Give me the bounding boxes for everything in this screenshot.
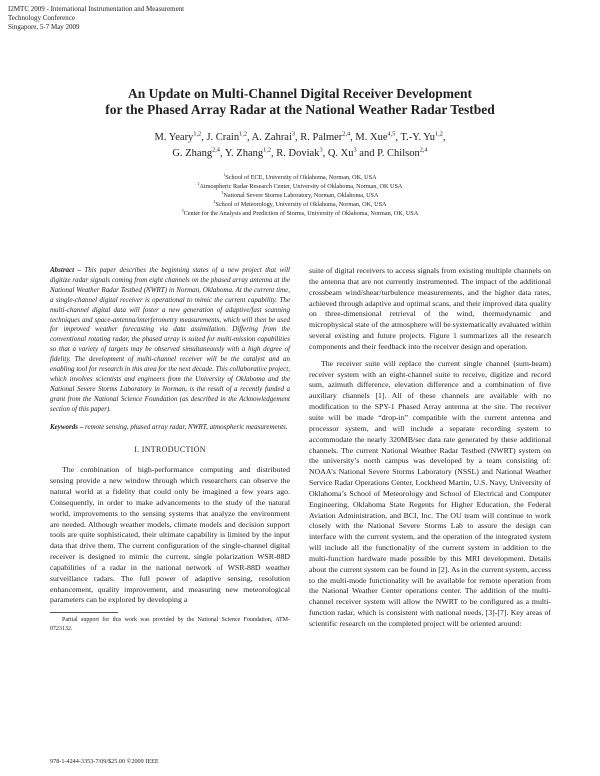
abstract-label: Abstract – [50,266,81,274]
abstract [50,266,290,415]
affiliation-text: Center for the Analysis and Prediction of Storms, University of Oklahoma, Norman, OK, USA [183,210,419,217]
author-affiliation: 1,2 [239,130,247,138]
author-affiliation: 1,2 [193,130,202,138]
author-affiliation: 3 [319,146,323,154]
author-name: M. Xue [355,132,388,143]
footnote-divider [50,612,118,613]
section-heading-introduction: I. INTRODUCTION [134,444,206,454]
keywords-text: remote sensing, phased array radar, NWRT, atmospheric measurements. [85,422,288,431]
affiliation-item [60,209,540,218]
affiliation-text: Atmospheric Radar Research Center, University of Oklahoma, Norman, OK USA [199,183,403,190]
abstract-text: This paper describes the beginning states of a new project that will digitize radar signals coming from eight channels on the phased array antenna at the National Weather Radar Testbed (NWRT) in Norman, Oklahoma. At the current time, a single-channel digital receiver is operational to mimic the current capability. The multi-channel digital data will foster a new generation of adaptive/fast scanning techniques and space-antenna/interferometry measurements, which will then be used for improved weather forecasting via data assimilation. Differing from the conventional rotating radar, the phased array is suited for multi-mission capabilities so that a variety of targets may be observed simultaneously with a high degree of fidelity. The development of multi-channel receiver will be the catalyst and an enabling tool for research in this area for the next decade. This collaborative project, which involves scientists and engineers from the University of Oklahoma and the National Severe Storms Laboratory in Norman, is the result of a recently funded a grant from the National Science Foundation (as described in the Acknowledgement section of this paper). [50,266,290,413]
affiliation-number: 5 [181,208,184,213]
affiliation-number: 2 [197,181,200,186]
affiliation-item [60,200,540,209]
author-affiliation: 4,5 [387,130,396,138]
author-list: M. Yeary$^{1,2}$, J. Crain$^{1,2}$, A. Zahrai$^3$, R. Palmer$^{2,4}$, M. Xue$^{4,5}$, T.-Y. Yu$^{1,2}$, G. Zhang$^{2,4}$, Y. Zhang$^{1,2}$, R. Doviak$^3$, Q. Xu$^3$ and P. Chilson$^{2,4}$ [154,130,446,159]
right-column [309,266,551,630]
author-name: P. Chilson [377,148,420,159]
title-line-1: An Update on Multi-Channel Digital Receiver Development [128,86,472,101]
author-name: M. Yeary [154,132,194,143]
author-name: J. Crain [206,132,240,143]
footnote: Partial support for this work was provided by the National Science Foundation, ATM-0723132. [50,617,290,632]
keywords [50,423,290,433]
left-column [50,266,290,633]
affiliation-list [60,173,540,218]
author-name: T.-Y. Yu [400,132,435,143]
author-affiliation: 2,4 [212,146,220,154]
author-affiliation: 3 [291,130,296,138]
conference-line-1: I2MTC 2009 - International Instrumentation and Measurement [8,5,185,13]
intro-paragraph: The combination of high-performance computing and distributed sensing provide a new window through which researchers can observe the natural world at a fidelity that could only be imagined a few years ago. Consequently, in order to make advancements to the study of the natural world, improvements to the sensing systems that analyze the environment are needed. Although weather models, climate models and decision support tools are quite sophisticated, their ultimate capability is limited by the input data that drive them. The current configuration of the single-channel digital receiver is designed to mimic the current, single polarization WSR-88D capabilities of a radar in the national network of WSR-88D weather surveillance radars. The full power of adaptive sensing, resolution enhancement, quality improvement, and measuring new meteorological parameters can be explored by developing a [50,465,290,605]
conference-line-3: Singapore, 5-7 May 2009 [8,23,80,31]
affiliation-text: School of Meteorology, University of Oklahoma, Norman, OK, USA [215,201,387,208]
affiliation-number: 1 [223,172,226,177]
author-affiliation: 1,2 [263,146,272,154]
affiliation-item [60,191,540,200]
paper-title [0,86,600,118]
title-line-2: for the Phased Array Radar at the National Weather Radar Testbed [105,102,495,117]
author-name: A. Zahrai [251,132,292,143]
conference-header [8,5,184,32]
body-paragraph: suite of digital receivers to access signals from existing multiple channels on the antenna that are not currently instrumented. The impact of the additional crossbeam wind/shear/turbulence measurements, and the higher data rates, achieved through adaptive and optimal scans, and their improved data quality on three-dimensional retrieval of the wind, thermodynamic and microphysical state of the atmosphere will be systematically evaluated within several existing and future projects. Figure 1 summarizes all the research components and their feedback into the receiver design and operation. [309,266,551,351]
affiliation-text: School of ECE, University of Oklahoma, Norman, OK, USA [225,174,377,181]
body-paragraph: The receiver suite will replace the current single channel (sum-beam) receiver system with an eight-channel suite to receive, digitize and record sum, azimuth difference, elevation difference and a combination of five auxiliary channels [1]. All of these channels are available with no modification to the SPY-1 Phased Array antenna at the site. The receiver suite will be made “drop-in” compatible with the current antenna and processor system, and will include a separate recording system to accommodate the nearly 320MB/sec data rate generated by these additional channels. The current National Weather Radar Testbed (NWRT) system on the university’s north campus was developed by a team consisting of: NOAA’s National Severe Storms Laboratory (NSSL) and National Weather Service Radar Operations Center, Lockheed Martin, U.S. Navy, University of Oklahoma’s School of Meteorology and School of Electrical and Computer Engineering, Oklahoma State Regents for Higher Education, the Federal Aviation Administration, and BCI, Inc. The OU team will continue to work closely with the National Severe Storms Lab to assure the design can interface with the current system, and the operation of the integrated system will include all the functionality of the current system in addition to the multi-function hardware made possible by this MRI development. Details about the current system can be found in [2]. As in the current system, access to the multi-mode functionality will be available for remote operation from the National Weather Center operations center. The addition of the multi-channel receiver system will allow the NWRT to be configured as a multi-function radar, which is consistent with national needs, [3]-[7]. Key areas of scientific research on the completed project will be oriented around: [309,358,551,628]
author-affiliation: 2,4 [342,130,351,138]
author-affiliation: 3 [353,146,357,154]
affiliation-text: National Severe Storms Laboratory, Norman, Oklahoma, USA [223,192,379,199]
keywords-label: Keywords – [50,422,84,431]
affiliation-item [60,173,540,182]
author-name: R. Doviak [276,148,320,159]
conference-line-2: Technology Conference [8,14,75,22]
author-name: Q. Xu [327,148,354,159]
author-name: Y. Zhang [224,148,264,159]
author-affiliation: 2,4 [419,146,428,154]
affiliation-number: 3 [221,190,224,195]
isbn-copyright: 978-1-4244-3353-7/09/$25.00 ©2009 IEEE [50,758,159,765]
author-affiliation: 1,2 [434,130,443,138]
author-name: R. Palmer [300,132,343,143]
affiliation-item [60,182,540,191]
author-name: G. Zhang [172,148,213,159]
affiliation-number: 4 [213,199,216,204]
